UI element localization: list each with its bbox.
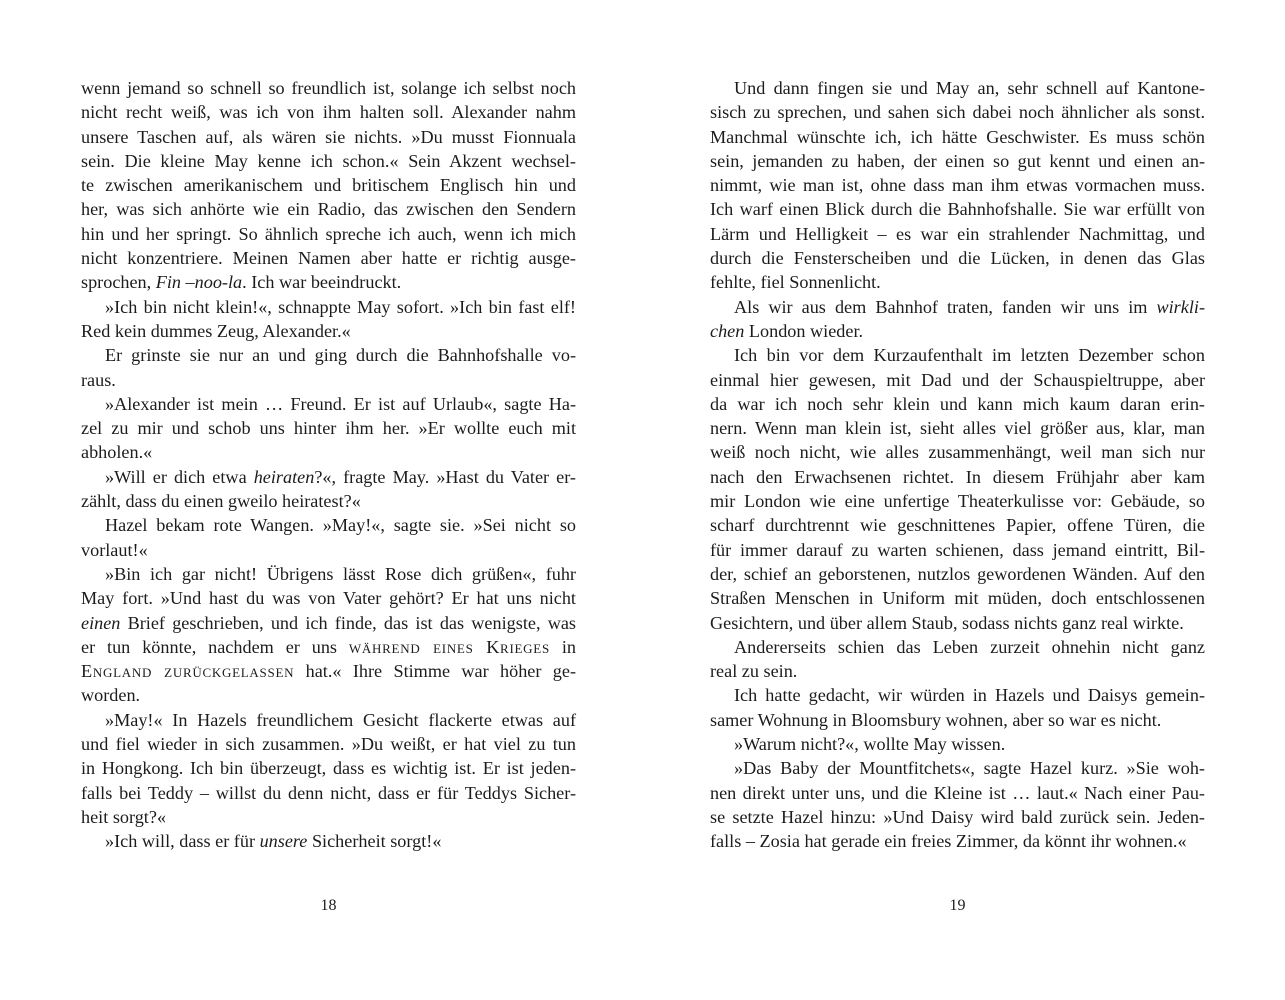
text-segment: nen direkt unter uns, und die Kleine ist … laut.« Nach einer Pau- [710, 782, 1205, 803]
text-line [710, 125, 1205, 149]
text-segment: Brief geschrieben, und ich finde, das ist das wenigste, was [120, 612, 576, 633]
text-segment: wenn jemand so schnell so freundlich ist, solange ich selbst noch [81, 78, 576, 98]
text-line [710, 173, 1205, 197]
text-line [81, 246, 576, 270]
text-segment: »Das Baby der Mountfitchets«, sagte Hazel kurz. »Sie woh- [734, 758, 1205, 779]
text-line [710, 100, 1205, 124]
text-segment: real zu sein. [710, 661, 798, 682]
text-segment: heit sorgt?« [81, 806, 167, 827]
right-page-text [710, 76, 1205, 854]
text-segment: Andererseits schien das Leben zurzeit ohnehin nicht ganz [734, 636, 1205, 657]
text-line [81, 197, 576, 221]
text-segment: Als wir aus dem Bahnhof traten, fanden wir uns im [734, 296, 1157, 317]
text-line [710, 756, 1205, 780]
text-segment: zählt, dass du einen gweilo heiratest?« [81, 491, 361, 512]
text-segment: hin und her springt. So ähnlich spreche ich auch, wenn ich mich [81, 223, 576, 244]
text-line [710, 319, 1205, 343]
text-line [81, 756, 576, 780]
text-line [81, 440, 576, 464]
text-segment: für immer darauf zu warten schienen, dass jemand eintritt, Bil- [710, 539, 1205, 560]
text-segment: nicht recht weiß, was ich von ihm halten soll. Alexander nahm [81, 102, 576, 123]
text-segment: sisch zu sprechen, und sahen sich dabei noch ähnlicher als sonst. [710, 102, 1205, 123]
text-segment: »Ich bin nicht klein!«, schnappte May sofort. »Ich bin fast elf! [105, 296, 576, 317]
text-line [81, 683, 576, 707]
text-line [710, 416, 1205, 440]
text-line [81, 222, 576, 246]
text-line [710, 149, 1205, 173]
text-segment: . Ich war beeindruckt. [242, 272, 402, 293]
text-segment: unsere Taschen auf, als wären sie nichts. »Du musst Fionnuala [81, 126, 576, 147]
text-segment: sein. Die kleine May kenne ich schon.« Sein Akzent wechsel- [81, 150, 576, 171]
text-line [710, 683, 1205, 707]
text-line [710, 343, 1205, 367]
text-segment: Ich bin vor dem Kurzaufenthalt im letzten Dezember schon [734, 345, 1205, 366]
text-line [81, 368, 576, 392]
text-line [710, 829, 1205, 853]
text-segment: »Alexander ist mein … Freund. Er ist auf Urlaub«, sagte Ha- [105, 393, 576, 414]
text-line [81, 270, 576, 294]
text-segment: Sicherheit sorgt!« [307, 831, 442, 852]
text-line [81, 489, 576, 513]
text-segment: »Will er dich etwa [105, 466, 254, 487]
text-line [81, 635, 576, 659]
text-segment: er tun könnte, nachdem er uns [81, 636, 349, 657]
right-page [710, 0, 1205, 1000]
text-line [81, 538, 576, 562]
text-line [710, 562, 1205, 586]
text-segment: Und dann fingen sie und May an, sehr schnell auf Kantone- [734, 78, 1205, 98]
left-page-number: 18 [320, 897, 337, 914]
text-line [710, 513, 1205, 537]
text-line [710, 222, 1205, 246]
text-line [81, 611, 576, 635]
text-segment: Manchmal wünschte ich, ich hätte Geschwister. Es muss schön [710, 126, 1205, 147]
text-line [710, 489, 1205, 513]
text-segment: samer Wohnung in Bloomsbury wohnen, aber so war es nicht. [710, 709, 1162, 730]
text-line [710, 295, 1205, 319]
text-segment: Straßen Menschen in Uniform mit müden, doch entschlossenen [710, 588, 1205, 609]
text-segment: abholen.« [81, 442, 153, 463]
text-line [710, 270, 1205, 294]
small-caps-text: England zurückgelassen [81, 661, 295, 682]
text-line [81, 513, 576, 537]
text-segment: falls bei Teddy – willst du denn nicht, dass er für Teddys Sicher- [81, 782, 576, 803]
text-segment: Ich hatte gedacht, wir würden in Hazels und Daisys gemein- [734, 685, 1205, 706]
text-segment: »Warum nicht?«, wollte May wissen. [734, 734, 1006, 755]
text-line [710, 246, 1205, 270]
text-segment: in [549, 636, 576, 657]
text-segment: raus. [81, 369, 116, 390]
text-segment: Hazel bekam rote Wangen. »May!«, sagte sie. »Sei nicht so [105, 515, 576, 536]
italic-text: wirkli- [1156, 296, 1205, 317]
text-segment: da war ich noch sehr klein und kann mich kaum daran erin- [710, 393, 1205, 414]
text-line [710, 586, 1205, 610]
text-line [710, 659, 1205, 683]
text-line [710, 465, 1205, 489]
text-line [81, 465, 576, 489]
text-line [81, 586, 576, 610]
text-line [710, 368, 1205, 392]
text-segment: hat.« Ihre Stimme war höher ge- [294, 661, 577, 682]
text-segment: durch die Fensterscheiben und die Lücken, in denen das Glas [710, 248, 1205, 269]
text-line [710, 708, 1205, 732]
text-segment: Lärm und Helligkeit – es war ein strahlender Nachmittag, und [710, 223, 1205, 244]
text-segment: sein, jemanden zu haben, der einen so gut kennt und einen an- [710, 150, 1205, 171]
text-line [81, 562, 576, 586]
text-line [81, 781, 576, 805]
text-line [710, 76, 1205, 100]
text-segment: »Bin ich gar nicht! Übrigens lässt Rose dich grüßen«, fuhr [105, 563, 576, 584]
text-line [81, 319, 576, 343]
text-segment: nicht konzentriere. Meinen Namen aber hatte er richtig ausge- [81, 248, 576, 269]
left-page [81, 0, 576, 1000]
text-line [81, 829, 576, 853]
text-line [81, 659, 576, 683]
text-segment: nern. Wenn man klein ist, sieht alles viel größer aus, klar, man [710, 418, 1205, 439]
text-segment: zel zu mir und schob uns hinter ihm her. »Er wollte euch mit [81, 418, 576, 439]
left-page-text [81, 76, 576, 854]
text-segment: falls – Zosia hat gerade ein freies Zimmer, da könnt ihr wohnen.« [710, 831, 1187, 852]
text-segment: mir London wie eine unfertige Theaterkulisse vor: Gebäude, so [710, 491, 1205, 512]
text-line [710, 732, 1205, 756]
text-line [81, 173, 576, 197]
text-line [710, 611, 1205, 635]
text-segment: London wieder. [744, 320, 864, 341]
text-segment: Red kein dummes Zeug, Alexander.« [81, 320, 351, 341]
text-line [81, 343, 576, 367]
text-line [710, 440, 1205, 464]
text-line [710, 538, 1205, 562]
text-segment: »Ich will, dass er für [105, 831, 260, 852]
text-segment: Gesichtern, und über allem Staub, sodass nichts ganz real wirkte. [710, 612, 1184, 633]
text-segment: nach den Erwachsenen richtet. In diesem Frühjahr aber kam [710, 466, 1205, 487]
text-segment: scharf durchtrennt wie geschnittenes Papier, offene Türen, die [710, 515, 1205, 536]
text-segment: der, schief an geborstenen, nutzlos gewordenen Wänden. Auf den [710, 563, 1205, 584]
italic-text: Fin –noo-la [155, 272, 243, 293]
text-line [710, 635, 1205, 659]
text-line [81, 76, 576, 100]
italic-text: einen [81, 612, 121, 633]
text-segment: fehlte, fiel Sonnenlicht. [710, 272, 881, 293]
italic-text: chen [710, 320, 745, 341]
text-line [710, 197, 1205, 221]
text-segment: vorlaut!« [81, 539, 148, 560]
text-segment: in Hongkong. Ich bin überzeugt, dass es wichtig ist. Er ist jeden- [81, 758, 576, 779]
text-line [81, 149, 576, 173]
text-segment: Er grinste sie nur an und ging durch die Bahnhofshalle vo- [105, 345, 576, 366]
text-line [81, 100, 576, 124]
italic-text: heiraten [253, 466, 315, 487]
text-line [81, 125, 576, 149]
text-segment: sprochen, [81, 272, 156, 293]
text-segment: nimmt, wie man ist, ohne dass man ihm etwas vormachen muss. [710, 175, 1205, 196]
text-line [710, 805, 1205, 829]
text-segment: se setzte Hazel hinzu: »Und Daisy wird bald zurück sein. Jeden- [710, 806, 1205, 827]
text-segment: te zwischen amerikanischem und britischem Englisch hin und [81, 175, 576, 196]
text-segment: einmal hier gewesen, mit Dad und der Schauspieltruppe, aber [710, 369, 1205, 390]
text-line [81, 295, 576, 319]
text-segment: worden. [81, 685, 141, 706]
italic-text: unsere [259, 831, 308, 852]
text-line [710, 392, 1205, 416]
text-segment: und fiel wieder in sich zusammen. »Du weißt, er hat viel zu tun [81, 734, 576, 755]
small-caps-text: während eines Krieges [348, 636, 550, 657]
right-page-number: 19 [949, 897, 966, 914]
text-segment: weiß noch nicht, wie alles zusammenhängt, weil man sich nur [710, 442, 1205, 463]
text-segment: »May!« In Hazels freundlichem Gesicht flackerte etwas auf [105, 709, 576, 730]
text-segment: her, was sich anhörte wie ein Radio, das zwischen den Sendern [81, 199, 576, 220]
text-line [81, 708, 576, 732]
text-segment: May fort. »Und hast du was von Vater gehört? Er hat uns nicht [81, 588, 576, 609]
text-line [81, 392, 576, 416]
text-segment: ?«, fragte May. »Hast du Vater er- [314, 466, 576, 487]
text-line [81, 732, 576, 756]
text-line [81, 805, 576, 829]
text-line [81, 416, 576, 440]
text-line [710, 781, 1205, 805]
text-segment: Ich warf einen Blick durch die Bahnhofshalle. Sie war erfüllt von [710, 199, 1205, 220]
